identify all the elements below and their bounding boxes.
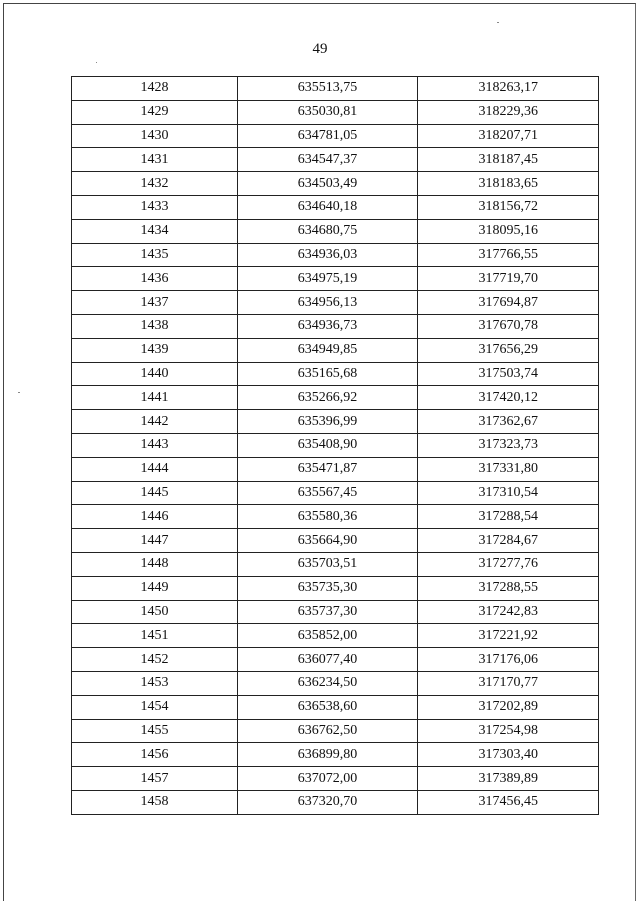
coordinates-table-body [72,77,599,815]
x-coordinate-cell: 635471,87 [238,457,418,481]
point-number-cell: 1456 [72,743,238,767]
y-coordinate-cell: 317656,29 [418,338,599,362]
y-coordinate-cell: 317176,06 [418,648,599,672]
x-coordinate-cell: 636762,50 [238,719,418,743]
table-row [72,648,599,672]
y-coordinate-cell: 317694,87 [418,291,599,315]
table-row [72,243,599,267]
y-coordinate-cell: 317303,40 [418,743,599,767]
point-number-cell: 1445 [72,481,238,505]
y-coordinate-cell: 318187,45 [418,148,599,172]
x-coordinate-cell: 635737,30 [238,600,418,624]
y-coordinate-cell: 317420,12 [418,386,599,410]
y-coordinate-cell: 317323,73 [418,433,599,457]
table-row [72,195,599,219]
x-coordinate-cell: 635266,92 [238,386,418,410]
table-row [72,600,599,624]
table-row [72,172,599,196]
table-row [72,148,599,172]
point-number-cell: 1431 [72,148,238,172]
point-number-cell: 1444 [72,457,238,481]
x-coordinate-cell: 635852,00 [238,624,418,648]
y-coordinate-cell: 317277,76 [418,552,599,576]
x-coordinate-cell: 635396,99 [238,410,418,434]
table-row [72,410,599,434]
y-coordinate-cell: 317202,89 [418,695,599,719]
y-coordinate-cell: 317284,67 [418,529,599,553]
table-row [72,790,599,814]
x-coordinate-cell: 636077,40 [238,648,418,672]
table-row [72,77,599,101]
x-coordinate-cell: 635580,36 [238,505,418,529]
point-number-cell: 1447 [72,529,238,553]
y-coordinate-cell: 317242,83 [418,600,599,624]
point-number-cell: 1439 [72,338,238,362]
point-number-cell: 1438 [72,314,238,338]
y-coordinate-cell: 318263,17 [418,77,599,101]
y-coordinate-cell: 318229,36 [418,100,599,124]
point-number-cell: 1432 [72,172,238,196]
point-number-cell: 1442 [72,410,238,434]
table-row [72,576,599,600]
x-coordinate-cell: 634503,49 [238,172,418,196]
point-number-cell: 1458 [72,790,238,814]
point-number-cell: 1455 [72,719,238,743]
point-number-cell: 1443 [72,433,238,457]
y-coordinate-cell: 317170,77 [418,671,599,695]
x-coordinate-cell: 634680,75 [238,219,418,243]
x-coordinate-cell: 635513,75 [238,77,418,101]
point-number-cell: 1457 [72,767,238,791]
x-coordinate-cell: 635664,90 [238,529,418,553]
point-number-cell: 1434 [72,219,238,243]
point-number-cell: 1437 [72,291,238,315]
x-coordinate-cell: 637072,00 [238,767,418,791]
table-row [72,362,599,386]
x-coordinate-cell: 636899,80 [238,743,418,767]
y-coordinate-cell: 317719,70 [418,267,599,291]
coordinates-table [71,76,599,815]
table-row [72,695,599,719]
table-row [72,671,599,695]
point-number-cell: 1429 [72,100,238,124]
point-number-cell: 1428 [72,77,238,101]
point-number-cell: 1449 [72,576,238,600]
table-row [72,433,599,457]
y-coordinate-cell: 317288,55 [418,576,599,600]
y-coordinate-cell: 317362,67 [418,410,599,434]
y-coordinate-cell: 317503,74 [418,362,599,386]
y-coordinate-cell: 317766,55 [418,243,599,267]
page-number: 49 [312,41,328,57]
y-coordinate-cell: 317288,54 [418,505,599,529]
table-row [72,767,599,791]
table-row [72,219,599,243]
point-number-cell: 1440 [72,362,238,386]
y-coordinate-cell: 318207,71 [418,124,599,148]
y-coordinate-cell: 318183,65 [418,172,599,196]
table-row [72,338,599,362]
y-coordinate-cell: 318095,16 [418,219,599,243]
x-coordinate-cell: 636234,50 [238,671,418,695]
point-number-cell: 1435 [72,243,238,267]
table-row [72,124,599,148]
scan-speck [18,392,20,393]
scan-speck [497,22,499,23]
point-number-cell: 1450 [72,600,238,624]
table-row [72,743,599,767]
x-coordinate-cell: 634949,85 [238,338,418,362]
x-coordinate-cell: 634936,73 [238,314,418,338]
y-coordinate-cell: 317331,80 [418,457,599,481]
y-coordinate-cell: 317456,45 [418,790,599,814]
point-number-cell: 1430 [72,124,238,148]
y-coordinate-cell: 318156,72 [418,195,599,219]
point-number-cell: 1436 [72,267,238,291]
point-number-cell: 1433 [72,195,238,219]
x-coordinate-cell: 636538,60 [238,695,418,719]
point-number-cell: 1452 [72,648,238,672]
y-coordinate-cell: 317221,92 [418,624,599,648]
x-coordinate-cell: 635030,81 [238,100,418,124]
x-coordinate-cell: 635735,30 [238,576,418,600]
table-row [72,314,599,338]
x-coordinate-cell: 634781,05 [238,124,418,148]
point-number-cell: 1454 [72,695,238,719]
scan-speck [96,62,97,63]
y-coordinate-cell: 317310,54 [418,481,599,505]
x-coordinate-cell: 634547,37 [238,148,418,172]
point-number-cell: 1451 [72,624,238,648]
table-row [72,505,599,529]
y-coordinate-cell: 317389,89 [418,767,599,791]
x-coordinate-cell: 634640,18 [238,195,418,219]
table-row [72,481,599,505]
table-row [72,624,599,648]
point-number-cell: 1446 [72,505,238,529]
x-coordinate-cell: 634956,13 [238,291,418,315]
table-row [72,529,599,553]
table-row [72,457,599,481]
point-number-cell: 1453 [72,671,238,695]
y-coordinate-cell: 317670,78 [418,314,599,338]
table-row [72,291,599,315]
point-number-cell: 1441 [72,386,238,410]
y-coordinate-cell: 317254,98 [418,719,599,743]
x-coordinate-cell: 635408,90 [238,433,418,457]
table-row [72,552,599,576]
table-row [72,719,599,743]
x-coordinate-cell: 635567,45 [238,481,418,505]
table-row [72,100,599,124]
point-number-cell: 1448 [72,552,238,576]
x-coordinate-cell: 635165,68 [238,362,418,386]
x-coordinate-cell: 637320,70 [238,790,418,814]
x-coordinate-cell: 635703,51 [238,552,418,576]
table-row [72,386,599,410]
x-coordinate-cell: 634936,03 [238,243,418,267]
table-row [72,267,599,291]
x-coordinate-cell: 634975,19 [238,267,418,291]
